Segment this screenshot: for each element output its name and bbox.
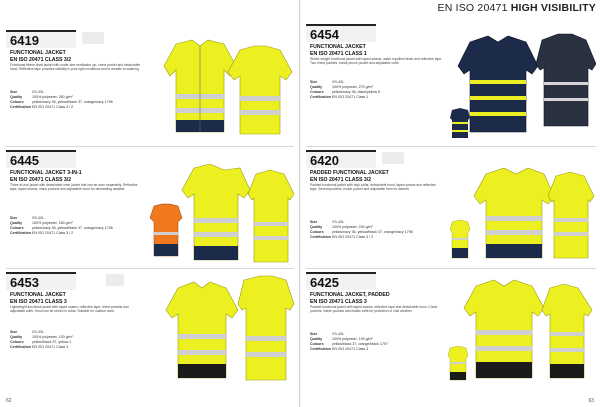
model-number: 6420 [310,153,339,168]
spec-row [10,231,144,236]
spec-value: XS-4XL [32,90,45,94]
spec-value: XS-4XL [32,330,45,334]
spec-value: 100% polyester, 130 g/m² [32,334,73,339]
spec-value: XS-4XL [32,216,45,220]
spec-key: Colours [310,89,324,94]
spec-value: yellow/navy 36, yellow/black 37, orange/navy 1796 [32,99,113,104]
model-number: 6445 [10,153,39,168]
product-specs [310,80,444,99]
divider [6,268,294,269]
product-specs [10,90,144,109]
product-description: Lightweight functional jacket with taped seams, reflective tape, chest pockets and adjustable cuffs. Hood can be stored in collar. Suitable for outdoor work. [10,305,129,314]
spine-divider [299,0,301,407]
product-title [10,50,71,63]
product-specs [10,330,144,349]
divider [6,146,294,147]
jacket-back-image [536,34,596,126]
model-number: 6425 [310,275,339,290]
spec-value: XS-4XL [332,220,345,224]
spec-row [10,105,144,110]
jacket-front-image [474,168,554,258]
jacket-front-image [464,280,544,378]
model-tag [306,150,376,168]
model-tag [6,272,76,290]
model-tag [6,30,76,48]
section-header-prefix: EN ISO 20471 [437,2,508,14]
jacket-back-image [542,284,592,378]
jacket-back-image [238,276,294,380]
model-tag [6,150,76,168]
model-number: 6454 [310,27,339,42]
product-panel-6420 [306,150,596,262]
page-number-left: 62 [6,398,12,404]
product-description: Padded functional jacket with high collar, detachable hood, taped seams and reflective tape. Several pockets, inside pocket and adjustable hem for warmth. [310,183,436,192]
product-images-6445 [148,164,296,264]
model-tag [306,272,376,290]
jacket-front-image [166,282,238,378]
spec-value: 100% polyester, 190 g/m² [332,336,373,341]
jacket-back-image [228,46,292,134]
product-images-6419 [148,36,296,140]
jacket-front-image [458,36,538,132]
spec-key: Certification [10,344,31,349]
product-description: Padded functional jacket with taped seams, reflective tape and detachable hood. Chest pockets, inside pockets and elastic cuffs for protection in cold weather. [310,305,438,314]
spec-row [310,95,444,100]
spec-row [310,235,444,240]
ghost-model-label [82,32,104,44]
spec-value: EN ISO 20471 Class 3 [332,346,369,351]
product-standard-line: EN ISO 20471 CLASS 3 [310,298,367,305]
spec-value: yellow/black 37, yellow 1 [32,339,72,344]
spec-key: Colours [310,229,324,234]
jacket-small-image [450,220,470,258]
product-panel-6425 [306,272,596,390]
jacket-small-image [450,108,470,138]
spec-key: Quality [10,94,23,99]
spec-key: Size [10,216,18,220]
product-title [10,292,67,305]
model-number: 6419 [10,33,39,48]
ghost-model-label [106,274,124,286]
spec-value: 100% polyester, 230 g/m² [332,224,373,229]
divider [306,268,596,269]
product-title [310,170,389,183]
product-images-6420 [446,166,596,262]
spec-row [310,347,444,352]
product-panel-6453 [6,272,296,390]
left-page [0,0,298,407]
spec-key: Certification [310,346,331,351]
jacket-small-orange-image [150,204,182,256]
spec-key: Quality [10,334,23,339]
product-panel-6419 [6,30,296,142]
spec-value: EN ISO 20471 Class 1 [332,94,369,99]
divider [306,146,596,147]
spec-key: Quality [310,336,323,341]
model-number: 6453 [10,275,39,290]
page-number-right: 63 [588,398,594,404]
product-title [10,170,82,183]
spec-key: Colours [10,99,24,104]
jacket-back-image [548,172,594,258]
spec-value: 100% polyester, 180 g/m² [32,220,73,225]
jacket-front-image [182,164,250,260]
section-header-bold: HIGH VISIBILITY [510,2,596,14]
spec-value: 100% polyester, 260 g/m² [32,94,73,99]
spec-key: Size [310,332,318,336]
product-description: Three-in-one jacket with detachable inner jacket that can be worn separately. Reflective tape, taped seams, many pockets and adjustable hood for demanding weather. [10,183,138,192]
spec-value: EN ISO 20471 Class 3 / 2 [32,230,74,235]
jacket-front-image [164,40,236,132]
product-standard-line: EN ISO 20471 CLASS 3/2 [10,176,72,183]
product-title-line: FUNCTIONAL JACKET 3-IN-1 [10,170,82,176]
spec-value: yellow/black 37, orange/black 1797 [332,341,388,346]
product-standard-line: EN ISO 20471 CLASS 3 [10,298,67,305]
spec-key: Quality [310,224,323,229]
model-tag [306,24,376,42]
spec-key: Size [10,90,18,94]
spec-value: yellow/navy 36, black/yellow 6 [332,89,380,94]
spec-value: yellow/navy 36, yellow/black 37, orange/navy 1796 [32,225,113,230]
spec-value: XS-4XL [332,80,345,84]
spec-value: 100% polyester, 270 g/m² [332,84,373,89]
spec-key: Certification [310,94,331,99]
spec-row [10,345,144,350]
spec-key: Quality [10,220,23,225]
product-specs [10,216,144,235]
section-header [438,2,597,14]
product-title [310,292,390,305]
spec-value: EN ISO 20471 Class 3 / 2 [332,234,374,239]
product-title-line: FUNCTIONAL JACKET [10,292,66,298]
product-title-line: FUNCTIONAL JACKET [10,50,66,56]
product-specs [310,220,444,239]
spec-value: yellow/navy 36, yellow/black 37, orange/navy 1796 [332,229,413,234]
jacket-small-image [448,346,468,380]
product-description: Functional fleece-lined jacket with under-arm ventilation zip, chest pocket and detachable hood. Reflective tape provides visibility in poor light conditions and is durable to washing. [10,63,141,72]
spec-key: Certification [10,230,31,235]
product-title-line: PADDED FUNCTIONAL JACKET [310,170,389,176]
product-description: Winter-weight functional jacket with taped seams, water repellent finish and reflective tape. Two chest pockets, inside phone pocket and adjustable cuffs. [310,57,443,66]
product-panel-6454 [306,24,596,142]
product-standard-line: EN ISO 20471 CLASS 1 [310,50,367,57]
jacket-back-image [248,170,294,262]
product-images-6454 [446,32,596,140]
product-standard-line: EN ISO 20471 CLASS 3/2 [310,176,372,183]
product-images-6425 [446,278,596,384]
product-standard-line: EN ISO 20471 CLASS 3/2 [10,56,72,63]
ghost-model-label [382,152,404,164]
product-title [310,44,367,57]
product-title-line: FUNCTIONAL JACKET, PADDED [310,292,390,298]
spec-key: Colours [10,225,24,230]
spec-key: Colours [310,341,324,346]
spec-value: EN ISO 20471 Class 3 / 2 [32,104,74,109]
spec-key: Certification [310,234,331,239]
spec-value: XS-4XL [332,332,345,336]
product-panel-6445 [6,150,296,262]
spec-value: EN ISO 20471 Class 3 [32,344,69,349]
product-images-6453 [148,274,296,384]
spec-key: Quality [310,84,323,89]
spec-key: Size [10,330,18,334]
spec-key: Colours [10,339,24,344]
spec-key: Size [310,220,318,224]
spec-key: Certification [10,104,31,109]
product-title-line: FUNCTIONAL JACKET [310,44,366,50]
right-page [302,0,600,407]
product-specs [310,332,444,351]
spec-key: Size [310,80,318,84]
